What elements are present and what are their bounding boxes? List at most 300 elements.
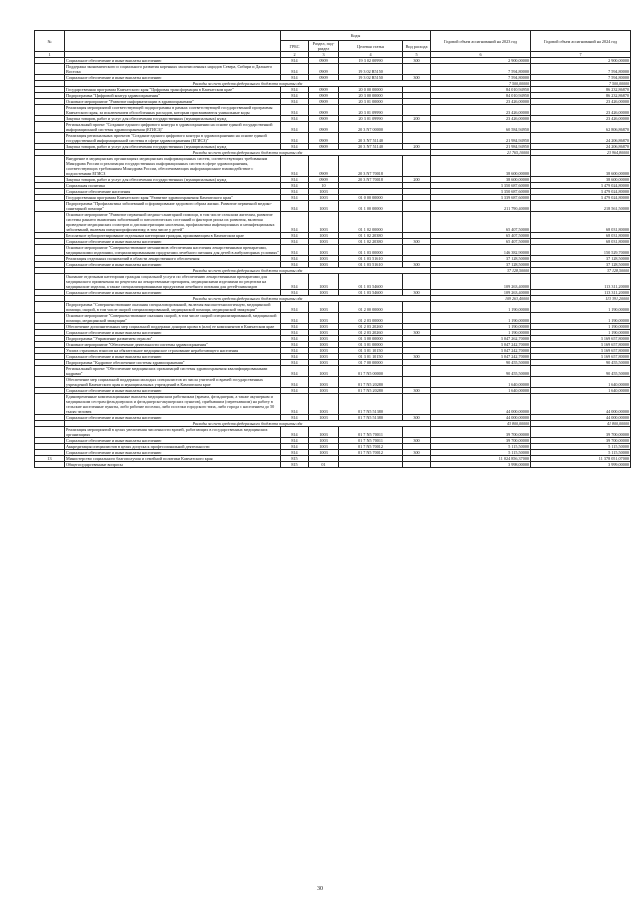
cell-2023: 3 047 262,70000 [431,336,531,342]
cell-target: 01 7 N5 70011 [339,438,403,444]
cell-2024: 68 031,80000 [531,239,631,245]
cell-target: 20 3 N7 51140 [339,144,403,150]
cell-target: 01 2 03 20260 [339,330,403,336]
cell-vr: 300 [403,438,431,444]
table-row [35,212,631,233]
cell-2024: 1 640,00000 [531,377,631,388]
cell-razdel: 10 [309,183,339,189]
cell-grbs: 814 [281,256,309,262]
cell-razdel: 1003 [309,212,339,233]
cell-grbs: 814 [281,348,309,354]
cell-name: Социальное обеспечение и иные выплаты населению [65,290,281,296]
cell-name: Обеспечение мер социальной поддержки молодых специалистов из числа учителей и врачей государственных учреждений Камчатского края и муниципальных учреждений в Камчатском крае [65,377,281,388]
cell-grbs: 814 [281,388,309,394]
cell-name: Основное мероприятие "Развитие первичной медико-санитарной помощи, в том числе сельским жителям, развитие системы раннего выявления заболеваний и патологических состояний и факторов риска их развития, включая проведение медицинских осмотров и диспансеризации населения, профилактика инфекционных и неинфекционных заболеваний, включая иммунопрофилактику, в том числе у детей" [65,212,281,233]
cell-name: Социальное обеспечение и иные выплаты населению [65,450,281,456]
cell-num [35,133,65,144]
cell-grbs: 814 [281,75,309,81]
cell-2023: 44 000,00000 [431,394,531,415]
cell-2024: 113 311,20000 [531,274,631,290]
cell-target: 01 7 N5 51380 [339,394,403,415]
cell-grbs: 814 [281,360,309,366]
note-2024: 23 964,80000 [531,150,631,156]
cell-num [35,212,65,233]
cell-target: 01 1 03 00000 [339,245,403,256]
cell-2023: 1 190,00000 [431,324,531,330]
cell-2024: 38 600,00000 [531,156,631,177]
cell-num [35,122,65,133]
cell-name: Основное мероприятие "Совершенствование оказания скорой, в том числе скорой специализированной, медицинской помощи, медицинской эвакуации" [65,313,281,324]
cell-name: Социальное обеспечение и иные выплаты населению [65,262,281,268]
cell-target: 20 3 N7 70018 [339,177,403,183]
cell-2023: 23 426,00000 [431,99,531,105]
cell-2024: 3 169 657,80000 [531,348,631,354]
cell-2023: 11 024 856,37000 [431,456,531,462]
cell-vr [403,394,431,415]
cell-2023: 38 600,00000 [431,156,531,177]
cell-grbs: 814 [281,183,309,189]
page-number: 30 [317,886,323,892]
cell-2024: 86 232,86870 [531,87,631,93]
cell-target: 01 1 02 20380 [339,233,403,239]
note-2024: 113 391,20000 [531,296,631,302]
cell-target: 01 7 N5 20280 [339,388,403,394]
cell-2023: 3 047 242,70000 [431,342,531,348]
cell-grbs: 814 [281,366,309,377]
cell-vr: 300 [403,330,431,336]
cell-2023: 84 010,94950 [431,87,531,93]
cell-name: Обеспечение дополнительных мер социальной поддержки доноров крови в (или) ее компонентов в Камчатском крае [65,324,281,330]
cell-num [35,201,65,212]
cell-grbs: 814 [281,58,309,64]
cell-2024: 37 128,50000 [531,256,631,262]
cell-razdel: 1003 [309,239,339,245]
cell-target: 01 1 03 51610 [339,262,403,268]
cell-target: 20 3 N7 51140 [339,133,403,144]
cell-grbs: 814 [281,201,309,212]
cell-name: Реализация мероприятий в целях увеличения численности врачей, работающих в государственных медицинских организациях [65,427,281,438]
cell-target: 19 3 02 R5150 [339,75,403,81]
cell-name: Закупка товаров, работ и услуг для обеспечения государственных (муниципальных) нужд [65,177,281,183]
cell-num [35,427,65,438]
cell-razdel: 1003 [309,189,339,195]
cell-2024: 24 206,86870 [531,144,631,150]
cell-grbs: 814 [281,239,309,245]
cell-target: 20 0 00 00000 [339,87,403,93]
cell-grbs: 814 [281,330,309,336]
cell-name: Общегосударственные вопросы [65,462,281,468]
cell-2024: 113 311,20000 [531,290,631,296]
cell-grbs: 814 [281,438,309,444]
cell-2024: 86 232,86870 [531,93,631,99]
cell-name: Подпрограмма "Управление развитием отрасли" [65,336,281,342]
cell-num [35,64,65,75]
cell-2024: 68 031,80000 [531,212,631,233]
cell-name: Социальное обеспечение населения [65,189,281,195]
cell-2023: 109 263,40000 [431,274,531,290]
cell-target: 20 3 01 00000 [339,99,403,105]
cell-razdel: 1003 [309,302,339,313]
cell-grbs: 814 [281,427,309,438]
cell-2024: 5 115,50000 [531,444,631,450]
cell-target: 20 3 00 00000 [339,93,403,99]
cell-target: 20 3 N7 00000 [339,122,403,133]
cell-grbs: 814 [281,354,309,360]
cell-grbs: 814 [281,93,309,99]
cell-grbs: 814 [281,64,309,75]
cell-2023: 3 047 242,70000 [431,348,531,354]
cell-vr: 300 [403,354,431,360]
cell-razdel: 0909 [309,156,339,177]
table-row [35,122,631,133]
cell-vr: 300 [403,450,431,456]
cell-vr [403,156,431,177]
table-row [35,377,631,388]
cell-2024: 44 000,00000 [531,394,631,415]
cell-vr: 200 [403,177,431,183]
cell-2023: 39 700,00000 [431,438,531,444]
cell-name: Государственная программа Камчатского края "Развитие здравоохранения Камчатского края" [65,195,281,201]
cell-razdel: 1003 [309,394,339,415]
cell-razdel: 0909 [309,122,339,133]
cell-target: 01 1 02 00000 [339,212,403,233]
cell-vr [403,133,431,144]
cell-2023: 65 407,50000 [431,212,531,233]
cell-num: 13 [35,456,65,462]
col-razdel: Раздел, под-раздел [309,41,339,52]
cell-2023: 38 600,00000 [431,177,531,183]
cell-target: 01 7 00 00000 [339,360,403,366]
cell-vr: 300 [403,415,431,421]
cell-razdel: 1003 [309,342,339,348]
col-name [65,31,281,52]
col-2024: Годовой объем ассигнований на 2024 год [531,31,631,52]
cell-2024: 3 479 024,80000 [531,183,631,189]
cell-target: 01 1 02 20380 [339,239,403,245]
cell-grbs: 814 [281,245,309,256]
cell-2023: 5 115,50000 [431,450,531,456]
cell-name: Подпрограмма "Кадровое обеспечение системы здравоохранения" [65,360,281,366]
cell-2023: 1 190,00000 [431,302,531,313]
cell-grbs: 814 [281,189,309,195]
cell-2024: 7 594,80000 [531,64,631,75]
cell-num [35,377,65,388]
document-page [34,30,630,468]
cell-num [35,313,65,324]
cell-razdel: 1003 [309,415,339,421]
note-text: Расходы за счет средств федерального бюджета покрыты ода [65,268,431,274]
cell-vr: 300 [403,239,431,245]
col-grbs: ГРБС [281,41,309,52]
cell-target: 01 7 N5 20280 [339,377,403,388]
cell-2023: 44 000,00000 [431,415,531,421]
cell-2024: 23 426,00000 [531,99,631,105]
cell-grbs: 814 [281,342,309,348]
note-2024: 7 500,00000 [531,81,631,87]
cell-razdel: 0909 [309,105,339,116]
cell-grbs: 814 [281,87,309,93]
note-2023: 7 500,00000 [431,81,531,87]
cell-name: Социальное обеспечение и иные выплаты населению [65,415,281,421]
cell-grbs: 814 [281,324,309,330]
cell-target: 01 2 00 00000 [339,302,403,313]
cell-razdel: 1003 [309,354,339,360]
cell-2023: 21 984,94950 [431,133,531,144]
cell-2023: 211 790,40000 [431,201,531,212]
cell-razdel: 1003 [309,427,339,438]
col-codes: Коды [281,31,431,41]
cell-2023: 37 128,50000 [431,262,531,268]
cell-grbs: 814 [281,105,309,116]
note-text: Расходы за счет средств федерального бюджета покрыты ода [65,421,431,427]
cell-razdel: 1003 [309,324,339,330]
cell-name: Аккредитация специалистов в целях допуска к профессиональной деятельности [65,444,281,450]
cell-name: Социальное обеспечение и иные выплаты населению [65,75,281,81]
table-row [35,245,631,256]
cell-razdel: 1003 [309,330,339,336]
cell-2024: 90 455,50000 [531,366,631,377]
cell-num [35,394,65,415]
cell-name: Поддержка экономического и социального развития коренных малочисленных народов Севера, Сибири и Дальнего Востока [65,64,281,75]
cell-2024: 90 455,50000 [531,360,631,366]
cell-2023: 3 350 687,60000 [431,189,531,195]
cell-vr: 300 [403,290,431,296]
cell-razdel: 1003 [309,360,339,366]
cell-vr: 200 [403,144,431,150]
cell-grbs: 814 [281,394,309,415]
cell-vr: 300 [403,388,431,394]
cell-grbs: 814 [281,444,309,450]
cell-2024: 218 561,50000 [531,201,631,212]
cell-grbs: 814 [281,233,309,239]
cell-2023: 146 382,90000 [431,245,531,256]
cell-2023: 3 339 687,60000 [431,195,531,201]
cell-grbs: 814 [281,116,309,122]
cell-grbs: 814 [281,450,309,456]
cell-grbs: 814 [281,212,309,233]
cell-name: Основное мероприятие "Развитие информатизации в здравоохранении" [65,99,281,105]
cell-razdel: 1003 [309,262,339,268]
cell-name: Региональный проект "Обеспечение медицинских организаций системы здравоохранения квалифицированными кадрами" [65,366,281,377]
cell-target: 20 3 01 09990 [339,105,403,116]
cell-2024: 1 640,00000 [531,388,631,394]
cell-2024: 39 700,00000 [531,427,631,438]
cell-name: Основное мероприятие "Совершенствование механизмов обеспечения населения лекарственными препаратами, медицинскими изделиями, специализированными продуктами лечебного питания для детей в амбулаторных условиях" [66,245,279,255]
cell-grbs: 814 [281,99,309,105]
table-row [35,427,631,438]
table-row [35,105,631,116]
cell-vr [403,377,431,388]
cell-vr [403,313,431,324]
cell-grbs: 814 [281,313,309,324]
note-2024: 41 800,00000 [531,421,631,427]
cell-razdel: 0909 [309,99,339,105]
cell-vr [403,212,431,233]
cell-name: Социальное обеспечение и иные выплаты населению [65,438,281,444]
cell-grbs: 814 [281,377,309,388]
note-text: Расходы за счет средств федерального бюджета покрыты ода [65,150,431,156]
cell-name: Закупка товаров, работ и услуг для обеспечения государственных (муниципальных) нужд [65,116,281,122]
cell-vr [403,245,431,256]
cell-razdel: 0909 [309,116,339,122]
cell-2023: 23 426,00000 [431,116,531,122]
cell-razdel: 1003 [309,336,339,342]
cell-vr [403,427,431,438]
table-row [35,313,631,324]
cell-2024: 150 529,70000 [531,245,631,256]
cell-target: 01 2 03 20260 [339,324,403,330]
cell-target: 19 3 02 R5150 [339,64,403,75]
cell-name: Социальное обеспечение и иные выплаты населению [65,58,281,64]
cell-target: 01 3 01 10150 [339,348,403,354]
cell-2024: 7 594,80000 [531,75,631,81]
cell-2024: 1 190,00000 [531,324,631,330]
cell-name: Единовременные компенсационные выплаты медицинским работникам (врачам, фельдшерам, а также акушеркам и медицинским сестрам фельдшерских и фельдшерско-акушерских пунктов), прибывшим (переехавшим) на работу в сельские населенные пункты, либо рабочие поселки, либо поселки городского типа, либо города с населением до 50 тысяч человек [65,394,281,415]
cell-target: 01 3 01 00000 [339,342,403,348]
cell-2023: 1 190,00000 [431,313,531,324]
cell-razdel: 1003 [309,438,339,444]
cell-2023: 7 594,80000 [431,75,531,81]
cell-name: Региональный проект "Создание единого цифрового контура в здравоохранении на основе единой государственной информационной системы здравоохранения (ЕГИСЗ)" [65,122,281,133]
cell-vr: 300 [403,262,431,268]
cell-2023: 3 350 687,60000 [431,183,531,189]
cell-name: Подпрограмма "Цифровой контур здравоохранения" [65,93,281,99]
cell-razdel: 1003 [309,195,339,201]
cell-num [35,462,65,468]
cell-target: 01 3 00 00000 [339,336,403,342]
cell-2024: 23 426,00000 [531,116,631,122]
cell-razdel: 01 [309,462,339,468]
cell-num [35,302,65,313]
cell-2023: 90 455,50000 [431,360,531,366]
cell-num [35,366,65,377]
cell-name: Бесплатное зубопротезирование отдельным категориям граждан, проживающим в Камчатском крае [65,233,281,239]
cell-2023: 65 407,50000 [431,239,531,245]
cell-razdel: 1003 [309,377,339,388]
cell-razdel: 0909 [309,133,339,144]
cell-razdel: 0909 [309,93,339,99]
cell-vr: 300 [403,58,431,64]
cell-name: Подпрограмма "Профилактика заболеваний и формирование здорового образа жизни. Развитие первичной медико-санитарной помощи" [65,201,281,212]
cell-grbs: 814 [281,122,309,133]
cell-name: Реализация региональных проектов "Создание единого цифрового контура в здравоохранении на основе единой государственной информационной системы в сфере здравоохранения (ЕГИСЗ)" [65,133,281,144]
cell-razdel: 1003 [309,366,339,377]
cell-grbs: 814 [281,415,309,421]
cell-target: 01 7 N5 70011 [339,427,403,438]
column-index-row: 1 2 3 4 5 6 7 [35,52,631,58]
cell-grbs: 814 [281,262,309,268]
cell-target: 20 3 01 09990 [339,116,403,122]
cell-2024: 11 378 051,07000 [531,456,631,462]
cell-target: 01 2 03 00000 [339,313,403,324]
table-row [35,64,631,75]
cell-razdel: 1003 [309,245,339,256]
cell-name: Государственная программа Камчатского края "Цифровая трансформация в Камчатском крае" [65,87,281,93]
cell-2023: 1 640,00000 [431,388,531,394]
cell-vr [403,201,431,212]
cell-2024: 3 169 657,80000 [531,336,631,342]
cell-razdel: 1003 [309,313,339,324]
cell-name: Реализация мероприятий соответствующей подпрограммы в рамках соответствующей государственной программы Камчатского края, за исключением обособленных расходов, которым присваиваются уникальные коды [65,105,281,116]
cell-target: 20 3 N7 70018 [339,156,403,177]
cell-razdel: 1003 [309,444,339,450]
cell-2023: 5 115,50000 [431,444,531,450]
cell-grbs: 815 [281,456,309,462]
cell-name: Социальное обеспечение и иные выплаты населению [65,388,281,394]
cell-razdel: 1003 [309,256,339,262]
cell-vr [403,64,431,75]
cell-target: 01 3 01 10150 [339,354,403,360]
col-num: № [35,31,65,52]
cell-num [35,105,65,116]
cell-grbs: 815 [281,462,309,468]
cell-target: 01 7 N5 70012 [339,444,403,450]
table-row [35,366,631,377]
table-row [35,462,631,468]
table-row [35,302,631,313]
cell-2023: 1 640,00000 [431,377,531,388]
cell-grbs: 814 [281,177,309,183]
table-row [35,201,631,212]
cell-target: 01 0 00 00000 [339,195,403,201]
cell-name: Социальная политика [65,183,281,189]
cell-grbs: 814 [281,274,309,290]
cell-vr [403,274,431,290]
cell-2023: 3 998,00000 [431,462,531,468]
cell-2024: 1 190,00000 [531,313,631,324]
cell-razdel: 1003 [309,274,339,290]
cell-target: 01 7 N5 00000 [339,366,403,377]
cell-2023: 2 900,00000 [431,58,531,64]
cell-2023: 39 700,00000 [431,427,531,438]
cell-2024: 3 479 024,80000 [531,195,631,201]
cell-razdel: 1003 [309,450,339,456]
cell-razdel: 1003 [309,233,339,239]
cell-target: 19 3 02 00990 [339,58,403,64]
cell-2023: 3 047 242,70000 [431,354,531,360]
cell-2023: 84 010,94950 [431,93,531,99]
cell-2024: 68 031,80000 [531,233,631,239]
cell-razdel: 1003 [309,201,339,212]
cell-2023: 7 594,80000 [431,64,531,75]
cell-name: Уплата страховых взносов на обязательное медицинское страхование неработающего населения [65,348,281,354]
cell-name: Закупка товаров, работ и услуг для обеспечения государственных (муниципальных) нужд [65,144,281,150]
cell-2023: 65 407,50000 [431,233,531,239]
note-2023: 109 263,40000 [431,296,531,302]
cell-razdel: 0909 [309,75,339,81]
note-2023: 37 128,50000 [431,268,531,274]
cell-target: 01 7 N5 51380 [339,415,403,421]
cell-2024: 44 000,00000 [531,415,631,421]
cell-2024: 23 426,00000 [531,105,631,116]
cell-razdel: 1003 [309,348,339,354]
budget-table [34,30,631,468]
cell-vr [403,302,431,313]
cell-grbs: 814 [281,302,309,313]
cell-razdel: 1003 [309,388,339,394]
cell-razdel: 0909 [309,87,339,93]
cell-2023: 60 584,94950 [431,122,531,133]
cell-grbs: 814 [281,144,309,150]
cell-name: Социальное обеспечение и иные выплаты населению [65,239,281,245]
cell-name: Оказание отдельным категориям граждан социальной услуги по обеспечению лекарственными препаратами для медицинского применения по рецептам на лекарственные препараты, медицинскими изделиями по рецептам на медицинские изделия, а также специализированными продуктами лечебного питания для детей-инвалидов [65,274,281,290]
cell-num [35,245,65,256]
cell-grbs: 814 [281,195,309,201]
cell-2024: 3 479 024,80000 [531,189,631,195]
cell-target: 01 1 03 54600 [339,290,403,296]
cell-2024: 3 999,00000 [531,462,631,468]
cell-2023: 109 263,40000 [431,290,531,296]
